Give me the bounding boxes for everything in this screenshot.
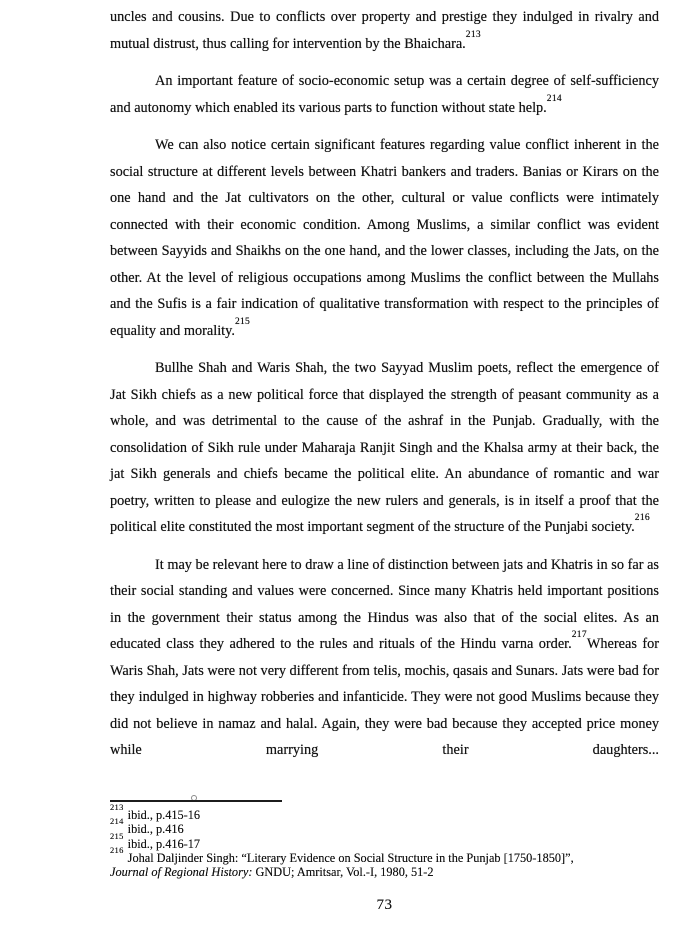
footnote-text: Johal Daljinder Singh: “Literary Evidence on Social Structure in the Punjab [1750-1850]”,	[127, 850, 574, 865]
footnote-text: ibid., p.415-16	[127, 808, 201, 822]
footnote-text: GNDU; Amritsar, Vol.-I, 1980, 51-2	[252, 865, 434, 880]
paragraph-text: We can also notice certain significant features regarding value conflict inherent in the social structure at different levels between Khatri bankers and traders. Banias or Kirars on the one hand and the Jat cultivators on the other, cultural or value conflicts were intimately connected with their economic condition. Among Muslims, a similar conflict was evident between Sayyids and Shaikhs on the one hand, and the lower classes, including the Jats, on the other. At the level of religious occupations among Muslims the conflict between the Mullahs and the Sufis is a fair indication of qualitative transformation with respect to the principles of equality and morality.	[110, 137, 659, 339]
journal-title: Journal of Regional History:	[110, 865, 253, 880]
footnote-ref-217: 217	[571, 630, 587, 641]
footnote-ref-216: 216	[634, 513, 650, 524]
footnotes-section	[110, 800, 670, 879]
paragraph-bhaichara	[110, 4, 659, 57]
footnote-216	[110, 844, 670, 865]
paragraph-bullhe-shah	[110, 355, 659, 541]
footnote-ref-213: 213	[465, 29, 481, 40]
footnote-marker: 216	[110, 844, 124, 855]
footnote-marker: 214	[110, 816, 124, 827]
page-number: 73	[376, 897, 393, 913]
footnote-ref-214: 214	[546, 93, 562, 104]
paragraph-value-conflict	[110, 132, 659, 344]
footnote-text: ibid., p.416	[127, 822, 184, 837]
footnote-marker: 213	[110, 801, 124, 812]
footnote-text: ibid., p.416-17	[127, 836, 201, 851]
footnote-216-continuation	[110, 865, 670, 879]
body-text	[110, 4, 659, 764]
paragraph-text: An important feature of socio-economic setup was a certain degree of self-sufficiency and autonomy which enabled its various parts to function without state help.	[110, 73, 659, 116]
paragraph-text: Bullhe Shah and Waris Shah, the two Sayyad Muslim poets, reflect the emergence of Jat Sikh chiefs as a new political force that displayed the strength of peasant community as a whole, and was detrimental to the cause of the ashraf in the Punjab. Gradually, with the consolidation of Sikh rule under Maharaja Ranjit Singh and the Khalsa army at their back, the jat Sikh generals and chiefs became the political elite. An abundance of romantic and war poetry, written to please and eulogize the new rulers and generals, is in itself a proof that the political elite constituted the most important segment of the structure of the Punjabi society.	[110, 360, 659, 535]
footnote-marker: 215	[110, 830, 124, 841]
footnote-divider	[110, 800, 282, 802]
footnote-214	[110, 816, 670, 837]
paragraph-text-after: Whereas for Waris Shah, Jats were not very different from telis, mochis, qasais and Sunars. Jats were bad for they indulged in highway robberies and infanticide. They were not good Muslims because they did not believe in namaz and halal. Again, they were bad because they accepted price money while marrying their daughters...	[110, 636, 659, 758]
footnote-213	[110, 801, 670, 822]
paragraph-text: uncles and cousins. Due to conflicts over property and prestige they indulged in rivalry and mutual distrust, thus calling for intervention by the Bhaichara.	[110, 9, 659, 52]
paragraph-jats-khatris	[110, 552, 659, 764]
footnote-ref-215: 215	[234, 316, 251, 327]
paragraph-socio-economic	[110, 68, 659, 121]
paragraph-text: It may be relevant here to draw a line of distinction between jats and Khatris in so far as their social standing and values were concerned. Since many Khatris held important positions in the government their status among the Hindus was also that of the social elites. As an educated class they adhered to the rules and rituals of the Hindu varna order.	[110, 556, 659, 652]
footnote-215	[110, 830, 670, 851]
